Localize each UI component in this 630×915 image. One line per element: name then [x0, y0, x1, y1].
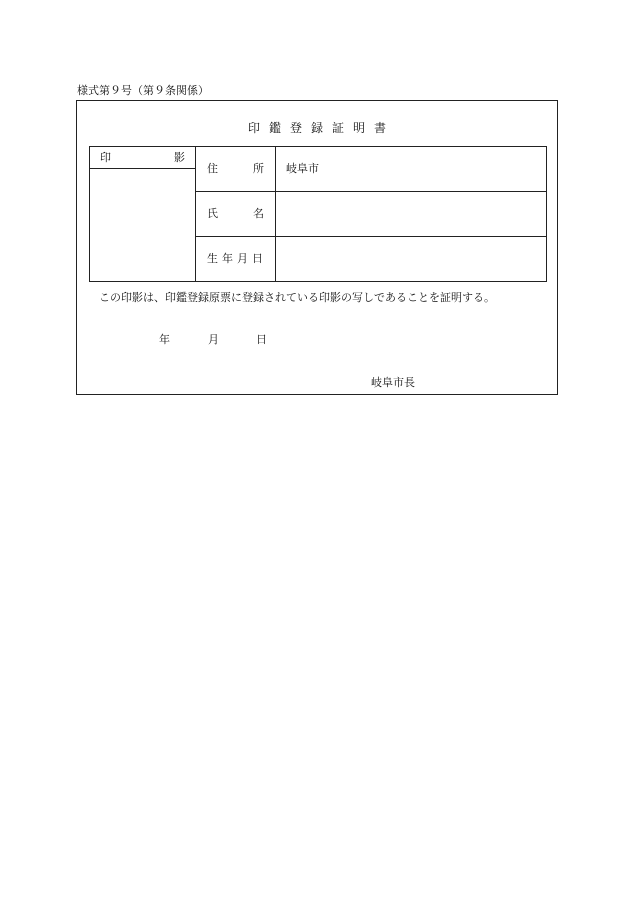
birthdate-label — [196, 237, 276, 281]
date-day-label: 日 — [256, 333, 267, 346]
date-month-label: 月 — [208, 333, 219, 346]
name-row — [196, 192, 546, 237]
birthdate-label-text: 生年月日 — [207, 252, 267, 265]
address-row — [196, 147, 546, 192]
address-label-char-2: 所 — [253, 162, 264, 175]
seal-header — [90, 147, 195, 169]
seal-header-label-right: 影 — [174, 151, 185, 164]
name-label-char-2: 名 — [253, 207, 264, 220]
seal-impression-box — [89, 146, 196, 282]
birthdate-row — [196, 237, 546, 281]
date-year-label: 年 — [159, 333, 170, 346]
seal-header-label-left: 印 — [100, 151, 111, 164]
issuer-signature: 岐阜市長 — [371, 376, 415, 389]
registrant-info-table — [196, 146, 547, 282]
address-value: 岐阜市 — [286, 162, 319, 175]
name-label — [196, 192, 276, 236]
seal-impression-area — [90, 169, 195, 281]
address-label-char-1: 住 — [207, 162, 218, 175]
name-label-char-1: 氏 — [207, 207, 218, 220]
certificate-frame — [76, 100, 558, 395]
form-number: 様式第９号（第９条関係） — [77, 84, 209, 97]
address-label — [196, 147, 276, 191]
document-title: 印鑑登録証明書 — [247, 121, 395, 135]
certification-statement: この印影は、印鑑登録原票に登録されている印影の写しであることを証明する。 — [99, 291, 495, 304]
